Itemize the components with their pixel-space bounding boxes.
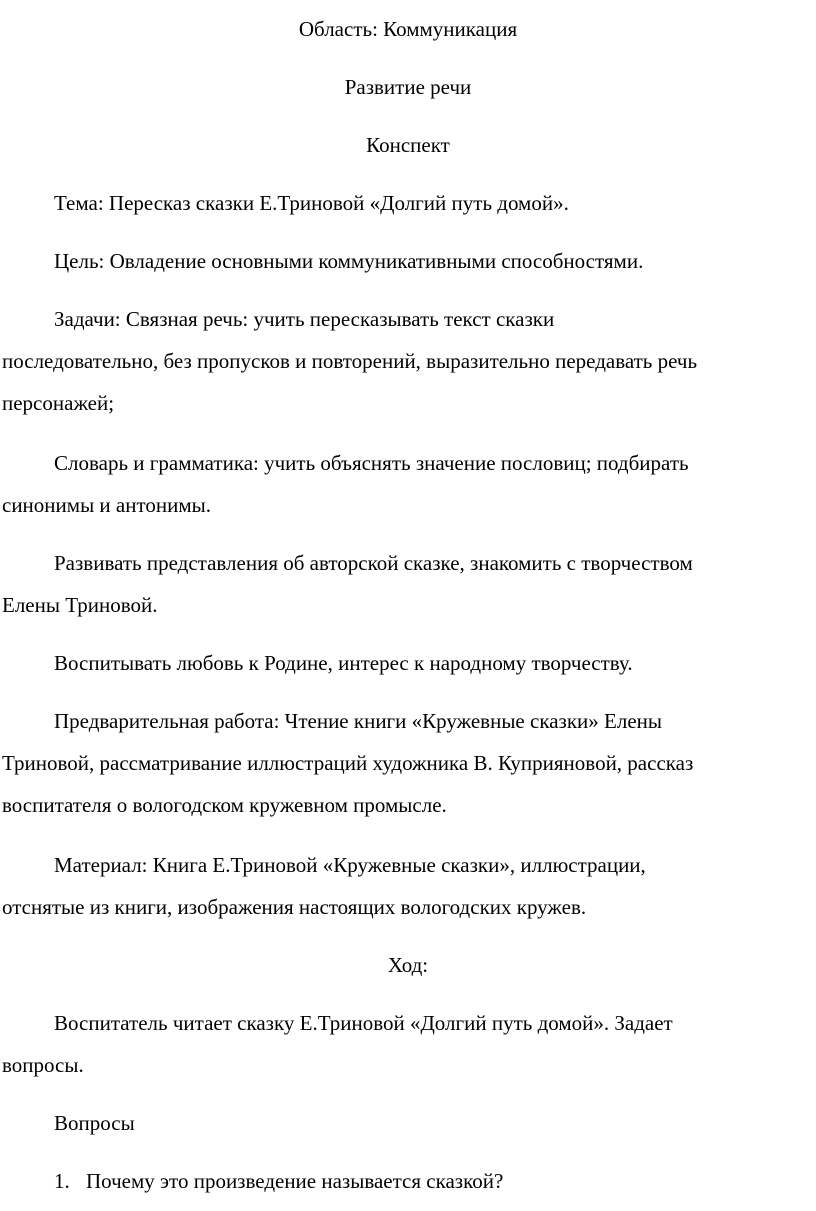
course-heading: Ход: bbox=[387, 953, 429, 977]
list-item-number: 1. bbox=[54, 1169, 70, 1193]
preliminary-line-2: Триновой, рассматривание иллюстраций художника В. Куприяновой, рассказ bbox=[2, 751, 694, 775]
preliminary-line-3: воспитателя о вологодском кружевном промысле. bbox=[2, 793, 447, 817]
list-item-text: Почему это произведение называется сказкой? bbox=[86, 1169, 504, 1193]
tasks-line-3: персонажей; bbox=[2, 391, 115, 415]
material-line-1: Материал: Книга Е.Триновой «Кружевные сказки», иллюстрации, bbox=[54, 853, 646, 877]
tasks-line-1: Задачи: Связная речь: учить пересказывать текст сказки bbox=[54, 307, 555, 331]
preliminary-line-1: Предварительная работа: Чтение книги «Кружевные сказки» Елены bbox=[54, 709, 662, 733]
type-heading: Конспект bbox=[366, 133, 450, 157]
develop-line-2: Елены Триновой. bbox=[2, 593, 158, 617]
develop-line-1: Развивать представления об авторской сказке, знакомить с творчеством bbox=[54, 551, 693, 575]
questions-heading: Вопросы bbox=[54, 1111, 135, 1135]
tasks-line-2: последовательно, без пропусков и повторений, выразительно передавать речь bbox=[2, 349, 698, 373]
vocabulary-line-2: синонимы и антонимы. bbox=[2, 493, 211, 517]
area-heading: Область: Коммуникация bbox=[298, 17, 518, 41]
vocabulary-line-1: Словарь и грамматика: учить объяснять значение пословиц; подбирать bbox=[54, 451, 689, 475]
reading-line-2: вопросы. bbox=[2, 1053, 84, 1077]
educate-line: Воспитывать любовь к Родине, интерес к народному творчеству. bbox=[54, 651, 633, 675]
reading-line-1: Воспитатель читает сказку Е.Триновой «Долгий путь домой». Задает bbox=[54, 1011, 673, 1035]
goal-line: Цель: Овладение основными коммуникативными способностями. bbox=[54, 249, 644, 273]
theme-line: Тема: Пересказ сказки Е.Триновой «Долгий путь домой». bbox=[54, 191, 569, 215]
subject-heading: Развитие речи bbox=[344, 75, 472, 99]
material-line-2: отснятые из книги, изображения настоящих вологодских кружев. bbox=[2, 895, 587, 919]
